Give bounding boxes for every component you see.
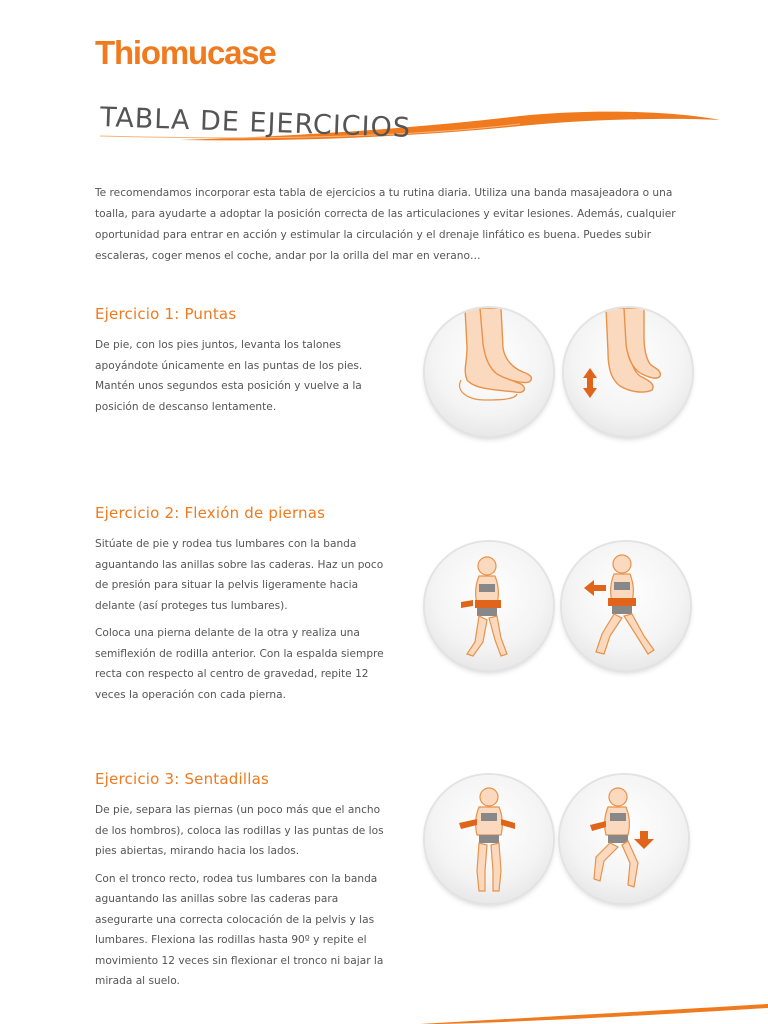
exercise-1-body	[95, 335, 395, 424]
page-title: TABLA DE EJERCICIOS	[99, 102, 412, 144]
exercise-1-title: Ejercicio 1: Puntas	[95, 305, 237, 323]
brand-logo: Thiomucase	[95, 34, 276, 71]
down-arrow-icon	[634, 831, 654, 849]
exercise-2-title: Ejercicio 2: Flexión de piernas	[95, 504, 326, 522]
bottom-orange-swoosh-decoration	[0, 990, 768, 1024]
exercise-3-title: Ejercicio 3: Sentadillas	[95, 770, 270, 788]
exercise-2-body	[95, 534, 395, 712]
woman-standing-with-band-illustration	[425, 542, 553, 670]
page-header	[0, 96, 768, 166]
up-down-arrow-icon	[583, 368, 597, 398]
exercise-3-body	[95, 800, 395, 999]
woman-standing-front-illustration	[425, 775, 553, 903]
feet-on-tiptoe-illustration	[564, 308, 692, 436]
feet-flat-illustration	[425, 308, 553, 436]
exercise-1-paragraph-1: De pie, con los pies juntos, levanta los talones apoyándote únicamente en las puntas de los pies. Mantén unos segundos esta posición y vuelve a la posición de descanso lentamente.	[95, 339, 363, 413]
woman-squat-illustration	[560, 775, 688, 903]
intro-paragraph: Te recomendamos incorporar esta tabla de ejercicios a tu rutina diaria. Utiliza una banda masajeadora o una toalla, para ayudarte a adoptar la posición correcta de las articulaciones y evitar lesiones. Además, cualquier oportunidad para entrar en acción y estimular la circulación y el drenaje linfático es buena. Puedes subir escaleras, coger menos el coche, andar por la orilla del mar en verano…	[95, 187, 676, 262]
exercise-3-paragraph-1: De pie, separa las piernas (un poco más que el ancho de los hombros), coloca las rodillas y las puntas de los pies abiertas, mirando hacia los lados.	[95, 804, 384, 857]
exercise-3-paragraph-2: Con el tronco recto, rodea tus lumbares con la banda aguantando las anillas sobre las caderas para asegurarte una correcta colocación de la pelvis y las lumbares. Flexiona las rodillas hasta 90º y repite el movimiento 12 veces sin flexionar el tronco ni bajar la mirada al suelo.	[95, 872, 384, 987]
woman-leg-flexion-illustration	[562, 542, 690, 670]
left-arrow-icon	[584, 580, 606, 596]
exercise-2-paragraph-1: Sitúate de pie y rodea tus lumbares con la banda aguantando las anillas sobre las caderas. Haz un poco de presión para situar la pelvis ligeramente hacia delante (así proteges tus lumbares).	[95, 538, 384, 612]
exercise-2-paragraph-2: Coloca una pierna delante de la otra y realiza una semiflexión de rodilla anterior. Con la espalda siempre recta con respecto al centro de gravedad, repite 12 veces la operación con cada pierna.	[95, 627, 384, 701]
